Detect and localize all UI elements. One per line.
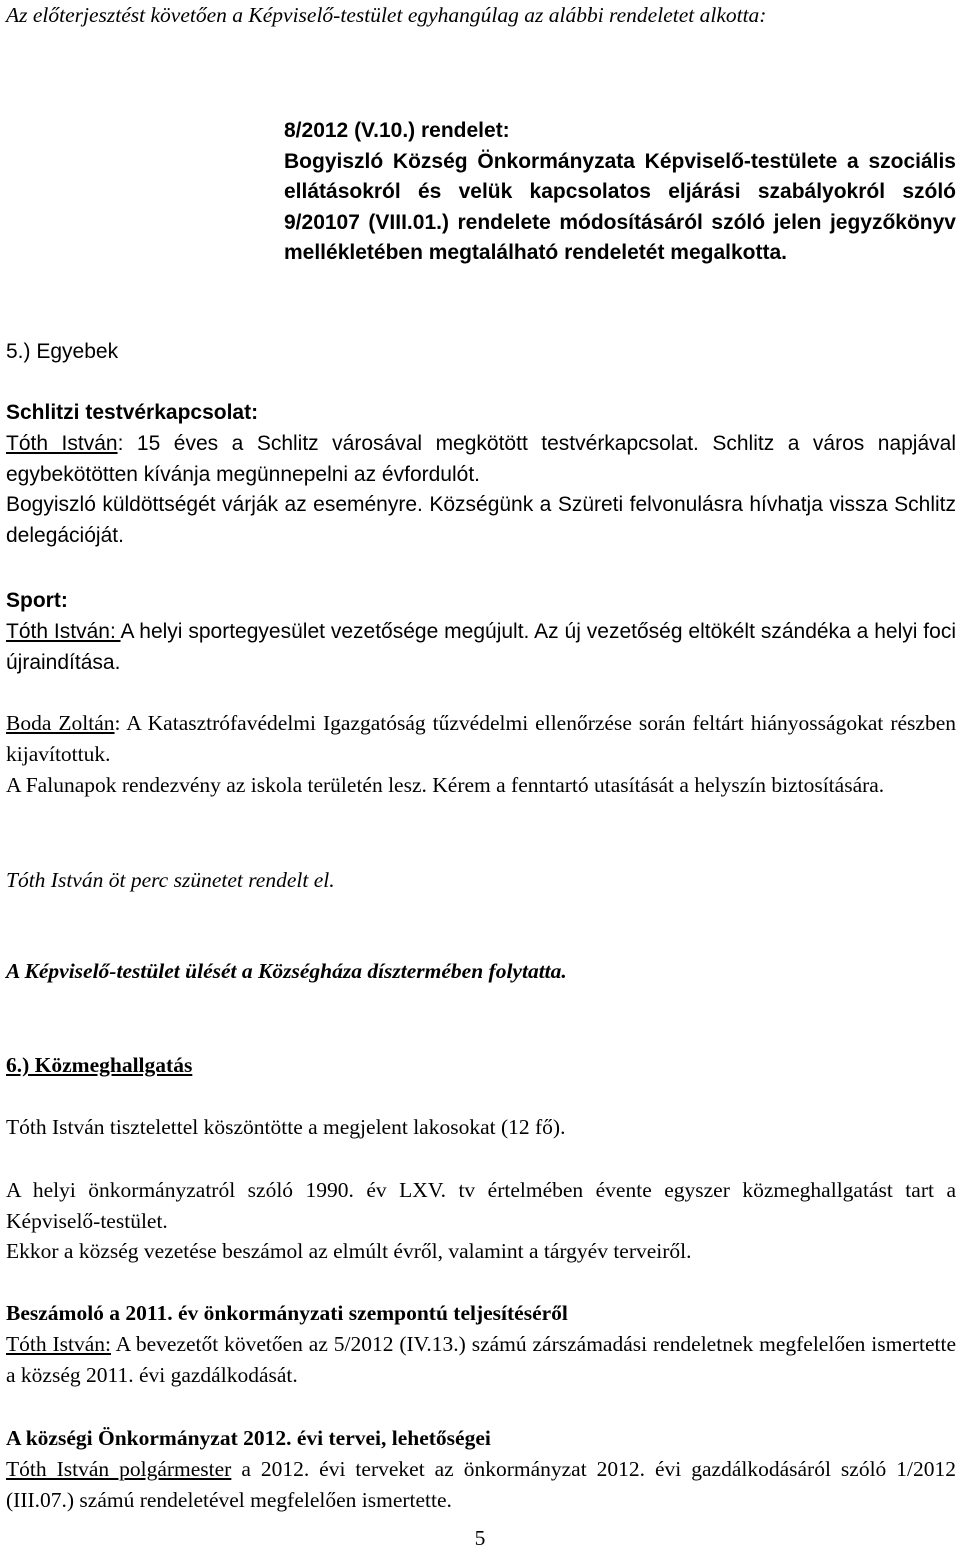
plans-heading: A községi Önkormányzat 2012. évi tervei, lehetőségei xyxy=(6,1426,491,1450)
report-speaker: Tóth István: xyxy=(6,1332,111,1356)
plans-paragraph xyxy=(6,1454,956,1515)
schlitz-heading: Schlitzi testvérkapcsolat: xyxy=(6,401,259,424)
greeting-paragraph: Tóth István tisztelettel köszöntötte a megjelent lakosokat (12 fő). xyxy=(6,1115,566,1139)
section-5-title: 5.) Egyebek xyxy=(6,340,119,363)
report-paragraph xyxy=(6,1329,956,1390)
decree-body: Bogyiszló Község Önkormányzata Képviselő-testülete a szociális ellátásokról és velük kapcsolatos eljárási szabályokról szóló 9/20107 (VIII.01.) rendelete módosításáról szóló jelen jegyzőkönyv mellékletében megtalálható rendeletét megalkotta. xyxy=(284,149,956,264)
report-heading: Beszámoló a 2011. év önkormányzati szempontú teljesítéséről xyxy=(6,1301,568,1325)
plans-speaker: Tóth István polgármester xyxy=(6,1457,232,1481)
plans-text: a 2012. évi terveket az önkormányzat 2012. évi gazdálkodásáról szóló 1/2012 (III.07.) számú rendeletével megfelelően ismertette. xyxy=(6,1457,956,1512)
schlitz-text-1: : 15 éves a Schlitz városával megkötött testvérkapcsolat. Schlitz a város napjával egybekötötten kívánja megünnepelni az évfordulót. xyxy=(6,432,956,486)
intro-paragraph: Az előterjesztést követően a Képviselő-testület egyhangúlag az alábbi rendeletet alkotta: xyxy=(6,3,767,27)
sport-heading: Sport: xyxy=(6,589,68,612)
law-paragraph-2: Ekkor a község vezetése beszámol az elmúlt évről, valamint a tárgyév terveiről. xyxy=(6,1239,692,1263)
schlitz-paragraph-2: Bogyiszló küldöttségét várják az eseményre. Községünk a Szüreti felvonulásra hívhatja vissza Schlitz delegációját. xyxy=(6,493,956,547)
decree-heading: 8/2012 (V.10.) rendelet: xyxy=(284,119,510,142)
section-6-title: 6.) Közmeghallgatás xyxy=(6,1053,193,1077)
sport-text: A helyi sportegyesület vezetősége megújult. Az új vezetőség eltökélt szándéka a helyi foci újraindítása. xyxy=(6,620,956,674)
boda-paragraph-2: A Falunapok rendezvény az iskola területén lesz. Kérem a fenntartó utasítását a helyszín biztosítására. xyxy=(6,773,885,797)
page-number: 5 xyxy=(474,1526,486,1550)
boda-paragraph-1 xyxy=(6,708,956,769)
resume-note: A Képviselő-testület ülését a Községháza dísztermében folytatta. xyxy=(6,959,567,983)
break-note: Tóth István öt perc szünetet rendelt el. xyxy=(6,868,335,892)
decree-block xyxy=(284,116,956,269)
boda-speaker: Boda Zoltán xyxy=(6,711,115,735)
boda-text-1: : A Katasztrófavédelmi Igazgatóság tűzvédelmi ellenőrzése során feltárt hiányosságokat részben kijavítottuk. xyxy=(6,711,956,766)
sport-paragraph xyxy=(6,617,956,678)
schlitz-speaker: Tóth István xyxy=(6,432,118,455)
law-paragraph-1: A helyi önkormányzatról szóló 1990. év LXV. tv értelmében évente egyszer közmeghallgatást tart a Képviselő-testület. xyxy=(6,1178,956,1233)
sport-speaker: Tóth István: xyxy=(6,620,121,643)
report-text: A bevezetőt követően az 5/2012 (IV.13.) számú zárszámadási rendeletnek megfelelően ismertette a község 2011. évi gazdálkodását. xyxy=(6,1332,956,1387)
schlitz-paragraph-1 xyxy=(6,429,956,490)
